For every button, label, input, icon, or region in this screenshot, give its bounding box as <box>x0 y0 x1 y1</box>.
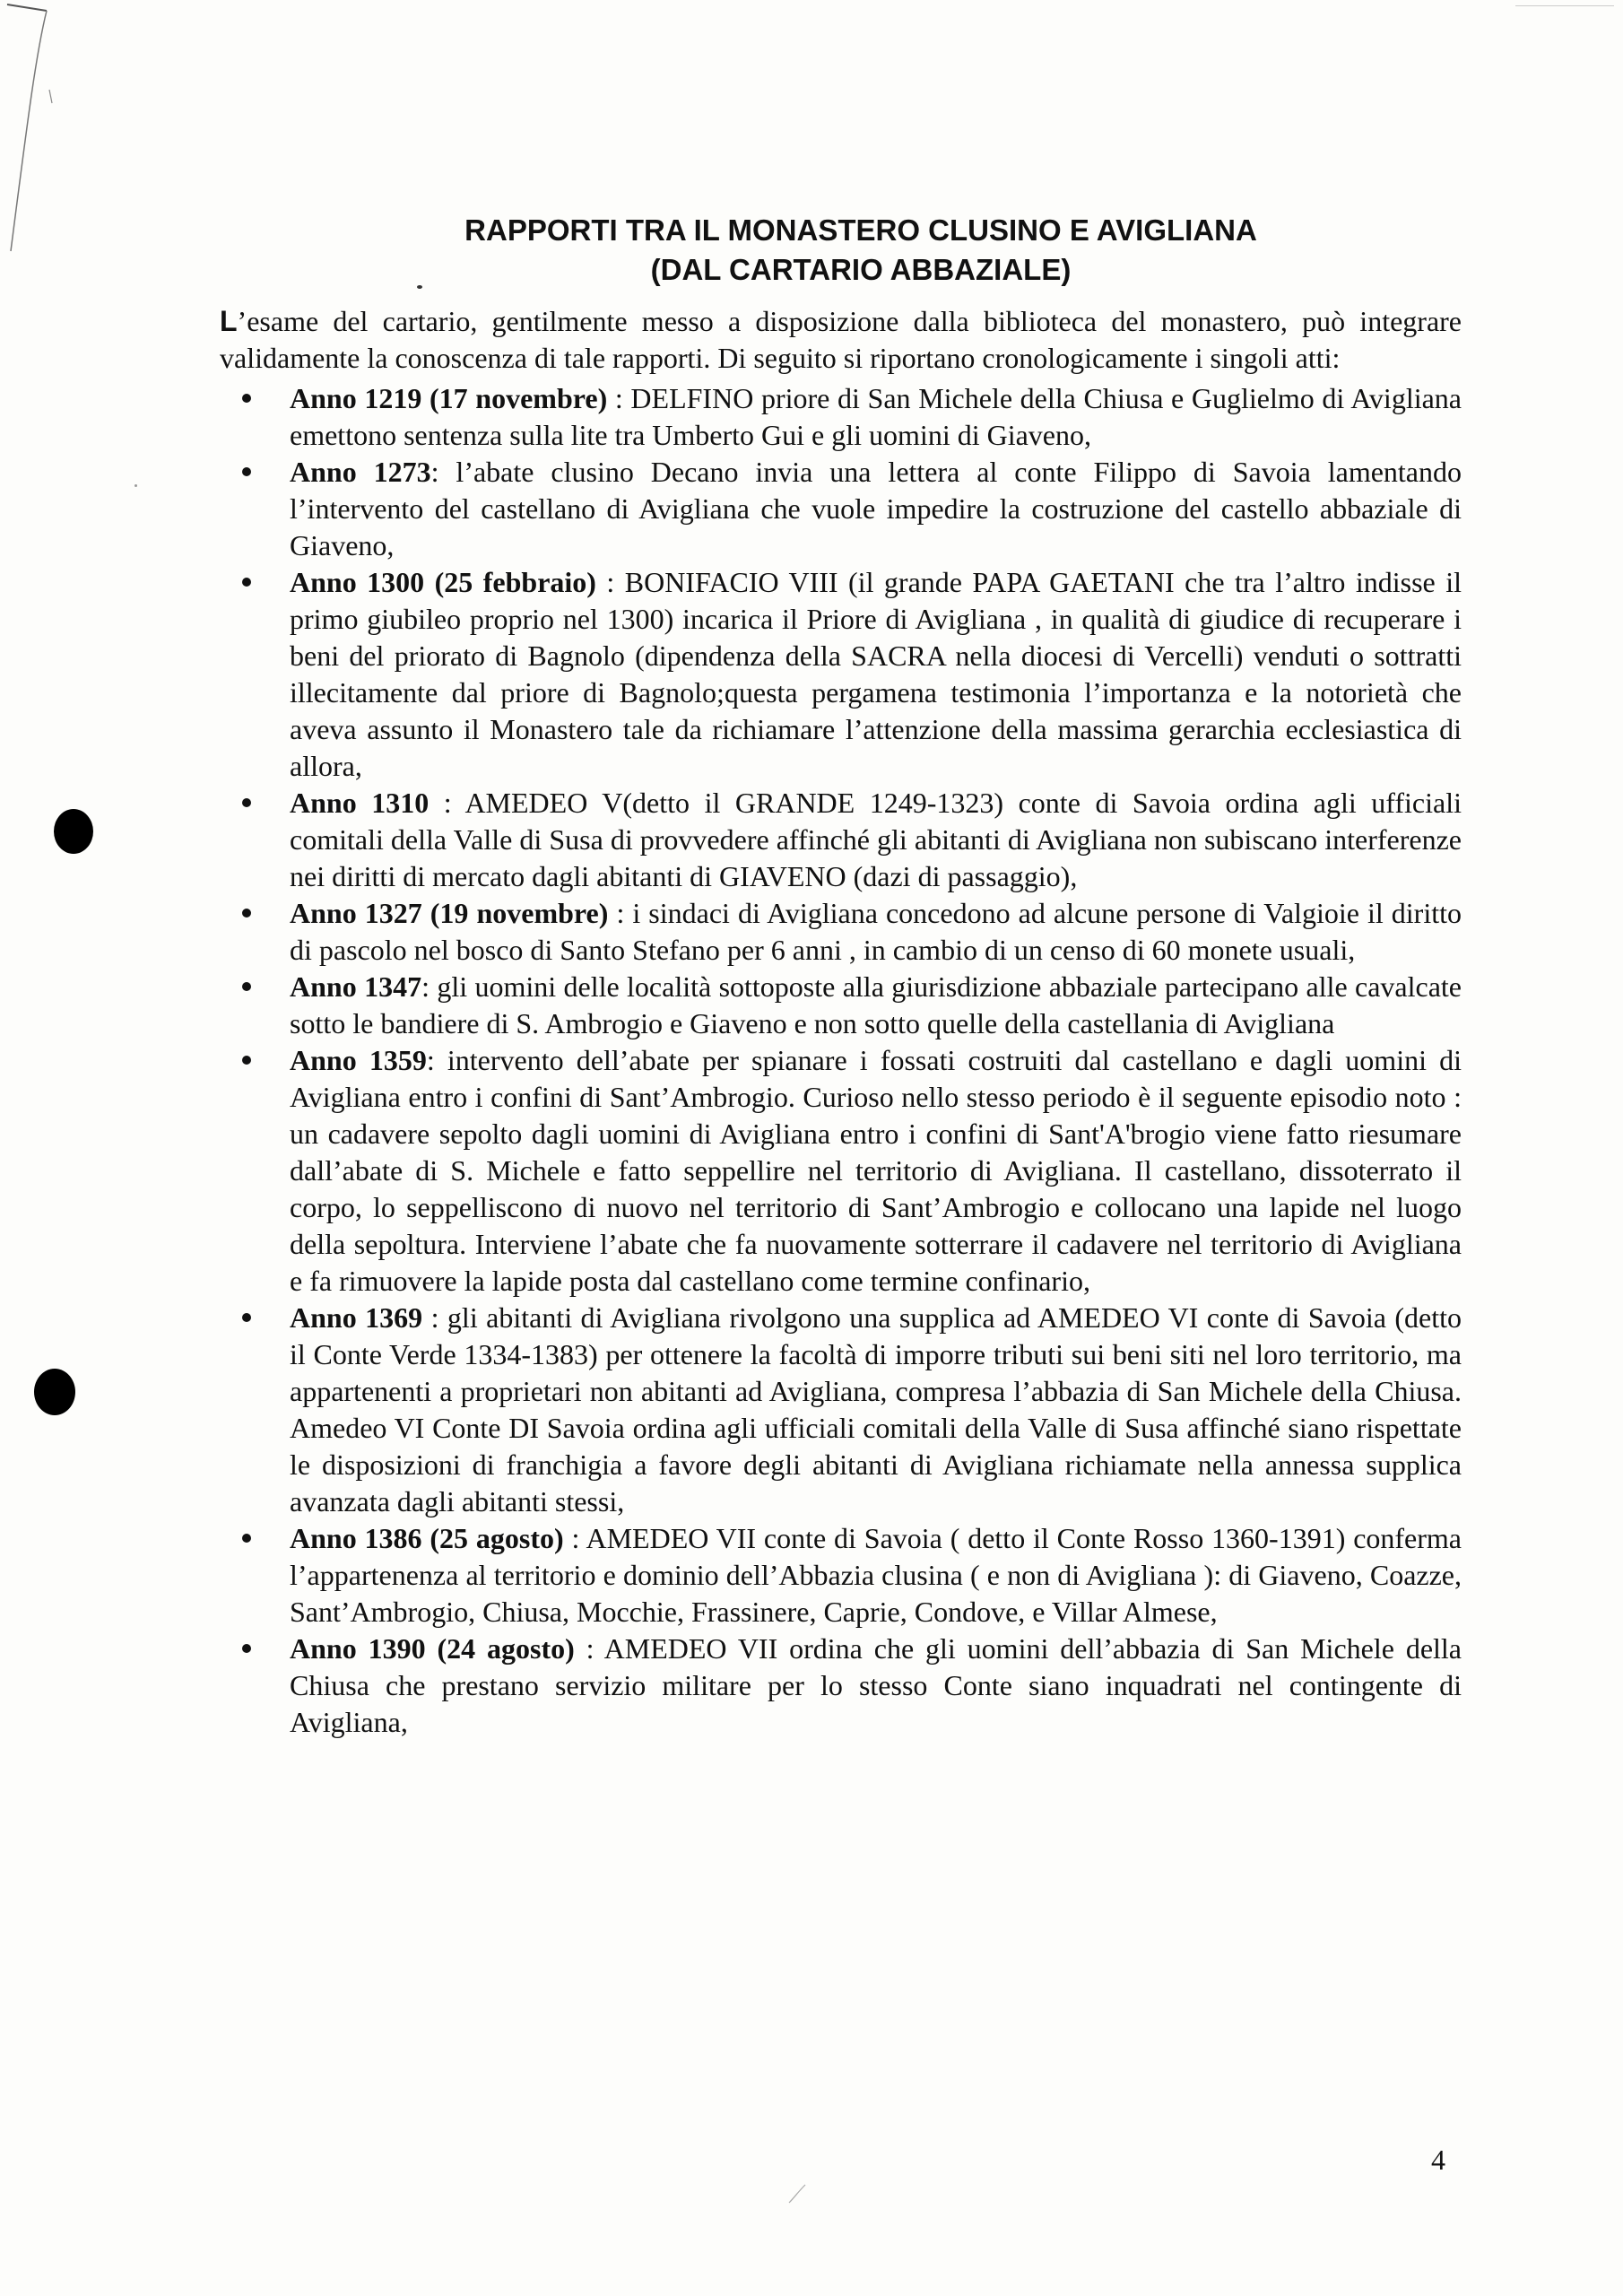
entry-text: : AMEDEO V(detto il GRANDE 1249-1323) conte di Savoia ordina agli ufficiali comitali della Valle di Susa di provvedere affinché gli abitanti di Avigliana non subiscano interferenze nei diritti di mercato dagli abitanti di GIAVENO (dazi di passaggio), <box>290 787 1462 892</box>
intro-initial: L <box>220 305 238 337</box>
bullet-icon <box>242 798 251 807</box>
bullet-icon <box>242 1056 251 1065</box>
list-item <box>220 1300 1462 1520</box>
page-title-line-1: RAPPORTI TRA IL MONASTERO CLUSINO E AVIGLIANA <box>464 213 1257 247</box>
scan-speck <box>135 484 137 487</box>
list-item <box>220 1631 1462 1741</box>
entry-text: : l’abate clusino Decano invia una lettera al conte Filippo di Savoia lamentando l’intervento del castellano di Avigliana che vuole impedire la costruzione del castello abbaziale di Giaveno, <box>290 456 1462 561</box>
entry-text: : intervento dell’abate per spianare i fossati costruiti dal castellano e dagli uomini di Avigliana entro i confini di Sant’Ambrogio. Curioso nello stesso periodo è il seguente episodio noto : un cadavere sepolto dagli uomini di Avigliana entro i confini di Sant'A'brogio viene fatto riesumare dall’abate di S. Michele e fatto seppellire nel territorio di Avigliana. Il castellano, dissoterrato il corpo, lo seppelliscono di nuovo nel territorio di Sant’Ambrogio e collocano una lapide nel luogo della sepoltura. Interviene l’abate che fa nuovamente sotterrare il cadavere nel territorio di Avigliana e fa rimuovere la lapide posta dal castellano come termine confinario, <box>290 1044 1462 1297</box>
bullet-icon <box>242 909 251 918</box>
intro-paragraph <box>220 303 1462 377</box>
entry-text: : BONIFACIO VIII (il grande PAPA GAETANI che tra l’altro indisse il primo giubileo proprio nel 1300) incarica il Priore di Avigliana , in qualità di giudice di recuperare i beni del priorato di Bagnolo (dipendenza della SACRA nella diocesi di Vercelli) venduti o sottratti illecitamente dal priore di Bagnolo;questa pergamena testimonia l’importanza e la notorietà che aveva assunto il Monastero tale da richiamare l’attenzione della massima gerarchia ecclesiastica di allora, <box>290 566 1462 782</box>
entry-text: : AMEDEO VII ordina che gli uomini dell’abbazia di San Michele della Chiusa che prestano servizio militare per lo stesso Conte siano inquadrati nel contingente di Avigliana, <box>290 1632 1462 1738</box>
entry-year: Anno 1219 (17 novembre) <box>290 382 608 414</box>
entry-text: : AMEDEO VII conte di Savoia ( detto il Conte Rosso 1360-1391) conferma l’appartenenza al territorio e dominio dell’Abbazia clusina ( e non di Avigliana ): di Giaveno, Coazze, Sant’Ambrogio, Chiusa, Mocchie, Frassinere, Caprie, Condove, e Villar Almese, <box>290 1522 1462 1628</box>
entry-year: Anno 1390 (24 agosto) <box>290 1632 575 1665</box>
list-item <box>220 895 1462 969</box>
intro-text: ’esame del cartario, gentilmente messo a disposizione dalla biblioteca del monastero, può integrare validamente la conoscenza di tale rapporti. Di seguito si riportano cronologicamente i singoli atti: <box>220 305 1462 374</box>
entry-year: Anno 1359 <box>290 1044 427 1076</box>
page-number: 4 <box>1431 2144 1445 2176</box>
title-ink-dot <box>417 285 422 289</box>
bullet-icon <box>242 578 251 587</box>
entry-year: Anno 1369 <box>290 1301 423 1334</box>
list-item <box>220 1520 1462 1631</box>
chronology-list <box>220 380 1462 1741</box>
entry-year: Anno 1327 (19 novembre) <box>290 897 609 929</box>
bullet-icon <box>242 1534 251 1543</box>
entry-text: : DELFINO priore di San Michele della Chiusa e Guglielmo di Avigliana emettono sentenza sulla lite tra Umberto Gui e gli uomini di Giaveno, <box>290 382 1462 451</box>
entry-year: Anno 1300 (25 febbraio) <box>290 566 596 598</box>
list-item <box>220 564 1462 785</box>
entry-year: Anno 1386 (25 agosto) <box>290 1522 564 1554</box>
list-item <box>220 454 1462 564</box>
list-item <box>220 785 1462 895</box>
scan-scribble <box>785 2179 812 2206</box>
bullet-icon <box>242 982 251 991</box>
scan-edge-line <box>1515 5 1614 6</box>
bullet-icon <box>242 394 251 403</box>
entry-year: Anno 1347 <box>290 970 422 1003</box>
bullet-icon <box>242 1313 251 1322</box>
list-item <box>220 380 1462 454</box>
pencil-stroke-mark <box>0 0 72 269</box>
punch-hole-bottom <box>34 1369 75 1415</box>
entry-text: : gli abitanti di Avigliana rivolgono una supplica ad AMEDEO VI conte di Savoia (detto il Conte Verde 1334-1383) per ottenere la facoltà di imporre tributi sui beni siti nel loro territorio, ma appartenenti a proprietari non abitanti ad Avigliana, compresa l’abbazia di San Michele della Chiusa. Amedeo VI Conte DI Savoia ordina agli ufficiali comitali della Valle di Susa affinché siano rispettate le disposizioni di franchigia a favore degli abitanti di Avigliana richiamate nella annessa supplica avanzata dagli abitanti stessi, <box>290 1301 1462 1518</box>
entry-text: : gli uomini delle località sottoposte alla giurisdizione abbaziale partecipano alle cavalcate sotto le bandiere di S. Ambrogio e Giaveno e non sotto quelle della castellania di Avigliana <box>290 970 1462 1039</box>
entry-year: Anno 1310 <box>290 787 430 819</box>
page-title-line-2: (DAL CARTARIO ABBAZIALE) <box>650 253 1072 286</box>
entry-year: Anno 1273 <box>290 456 431 488</box>
list-item <box>220 1042 1462 1300</box>
entry-text: : i sindaci di Avigliana concedono ad alcune persone di Valgioie il diritto di pascolo nel bosco di Santo Stefano per 6 anni , in cambio di un censo di 60 monete usuali, <box>290 897 1462 966</box>
bullet-icon <box>242 467 251 476</box>
bullet-icon <box>242 1644 251 1653</box>
list-item <box>220 969 1462 1042</box>
punch-hole-top <box>54 809 93 854</box>
